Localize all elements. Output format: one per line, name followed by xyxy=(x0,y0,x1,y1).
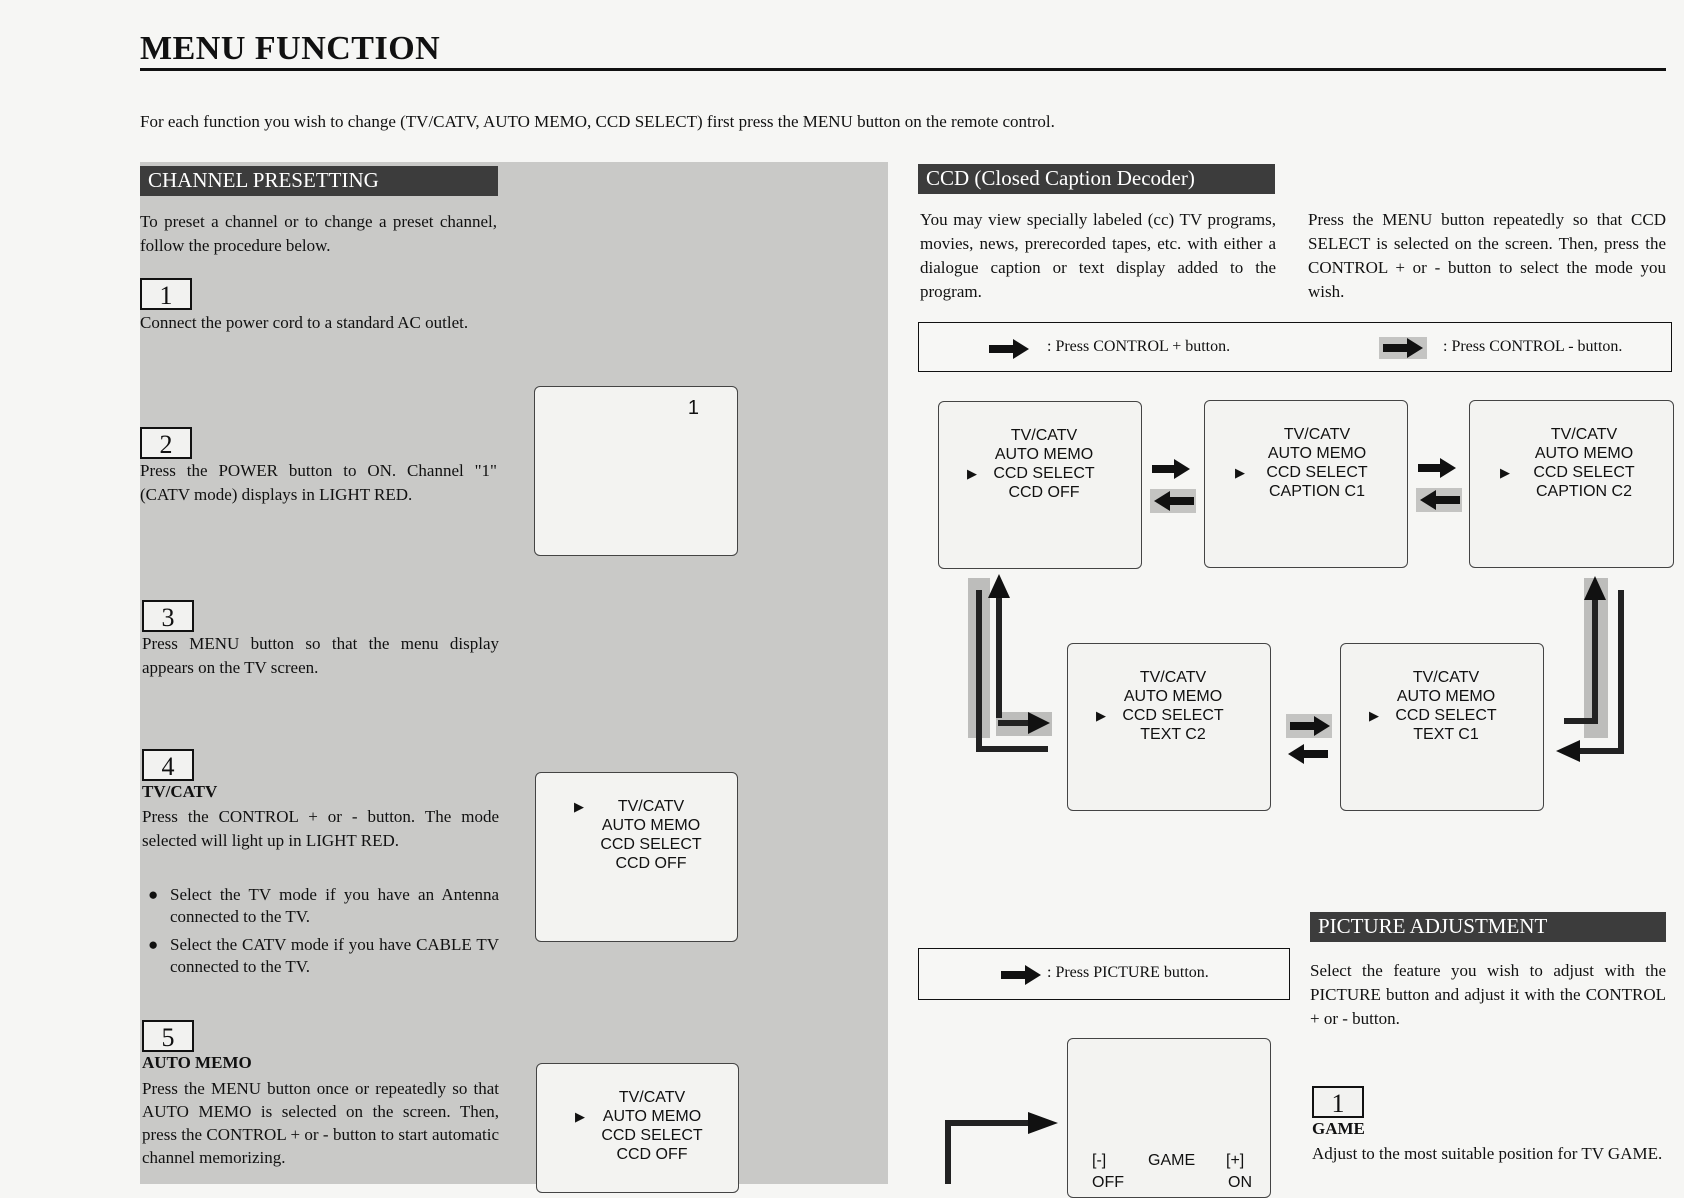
right-pointer-icon: ▶ xyxy=(574,799,584,814)
flow-line xyxy=(1592,598,1598,724)
menu-list xyxy=(967,426,1099,502)
step-2-text: Press the POWER button to ON. Channel "1" (CATV mode) displays in LIGHT RED. xyxy=(140,461,497,504)
step-5-name: AUTO MEMO xyxy=(142,1053,252,1072)
game-on-label: ON xyxy=(1228,1174,1252,1191)
plus-arrow-icon xyxy=(1414,452,1464,512)
plus-arrow-icon xyxy=(1028,1112,1058,1134)
flow-line xyxy=(1564,718,1598,724)
menu-item: CAPTION C2 xyxy=(1535,483,1632,500)
right-pointer-icon: ▶ xyxy=(1500,465,1510,480)
plus-arrow-icon xyxy=(1148,455,1198,515)
ccd-screen-text-c1 xyxy=(1340,643,1544,811)
right-pointer-icon: ▶ xyxy=(1369,708,1379,723)
step-4-text: Press the CONTROL + or - button. The mode selected will light up in LIGHT RED. xyxy=(142,807,499,850)
picture-step-1-text: Adjust to the most suitable position for TV GAME. xyxy=(1312,1144,1663,1163)
flow-line xyxy=(976,746,1048,752)
flow-line xyxy=(945,1120,1031,1126)
ccd-heading: CCD (Closed Caption Decoder) xyxy=(918,164,1275,194)
intro-text: For each function you wish to change (TV/CATV, AUTO MEMO, CCD SELECT) first press the MENU button on the remote control. xyxy=(140,112,1055,131)
minus-arrow-icon xyxy=(988,574,1010,598)
menu-list xyxy=(1369,668,1501,744)
menu-list xyxy=(575,1088,707,1164)
menu-item: CAPTION C1 xyxy=(1268,483,1365,500)
step-5-text: Press the MENU button once or repeatedly so that AUTO MEMO is selected on the screen. Then, press the CONTROL + or - button to start automatic channel memorizing. xyxy=(142,1079,499,1167)
menu-item: CCD OFF xyxy=(615,855,687,872)
menu-item: ▶ CCD SELECT xyxy=(1500,464,1635,481)
menu-item: CCD OFF xyxy=(1008,484,1080,501)
menu-item: TV/CATV xyxy=(618,1089,686,1106)
step-4-name: TV/CATV xyxy=(142,782,218,801)
step-4-bullet: ● Select the TV mode if you have an Antenna connected to the TV. xyxy=(148,885,499,926)
menu-list xyxy=(574,797,706,873)
title-rule xyxy=(140,68,1666,71)
flow-line xyxy=(945,1120,951,1184)
step-1-text: Connect the power cord to a standard AC outlet. xyxy=(140,313,469,332)
step-4-bullet: ● Select the CATV mode if you have CABLE TV connected to the TV. xyxy=(148,935,499,976)
menu-item: ▶ TV/CATV xyxy=(574,798,685,815)
menu-item: ▶ AUTO MEMO xyxy=(575,1108,702,1125)
menu-item: AUTO MEMO xyxy=(1396,688,1496,705)
ccd-text-left: You may view specially labeled (cc) TV programs, movies, news, prerecorded tapes, etc. with either a dialogue caption or text display added to the program. xyxy=(920,210,1276,301)
flow-line xyxy=(998,720,1030,726)
flow-line xyxy=(976,590,982,752)
tv-screen-game xyxy=(1067,1038,1271,1198)
game-minus-label: [-] xyxy=(1092,1152,1107,1169)
picture-adjustment-heading: PICTURE ADJUSTMENT xyxy=(1310,912,1666,942)
step-4-box: 4 xyxy=(142,749,194,781)
ccd-screen-caption-c2 xyxy=(1469,400,1674,568)
game-off-label: OFF xyxy=(1092,1174,1124,1191)
menu-item: ▶ CCD SELECT xyxy=(1235,464,1368,481)
plus-arrow-icon xyxy=(1584,576,1606,600)
menu-item: TV/CATV xyxy=(1550,426,1618,443)
minus-arrow-icon xyxy=(1284,712,1334,764)
bullet-text: Select the CATV mode if you have CABLE TV connected to the TV. xyxy=(170,935,499,976)
picture-legend xyxy=(918,948,1290,1000)
right-pointer-icon: ▶ xyxy=(967,466,977,481)
step-5-box: 5 xyxy=(142,1020,194,1052)
flow-line xyxy=(996,596,1002,718)
menu-item: CCD SELECT xyxy=(600,836,702,853)
menu-item: ▶ CCD SELECT xyxy=(967,465,1095,482)
menu-list xyxy=(1500,425,1646,501)
menu-item: CCD SELECT xyxy=(601,1127,703,1144)
picture-step-1-box: 1 xyxy=(1312,1086,1364,1118)
channel-number: 1 xyxy=(687,397,699,419)
menu-list xyxy=(1096,668,1228,744)
channel-presetting-heading: CHANNEL PRESETTING xyxy=(140,166,498,196)
step-2-box: 2 xyxy=(140,427,192,459)
menu-item: TV/CATV xyxy=(1283,426,1351,443)
ccd-screen-off xyxy=(938,401,1142,569)
picture-adjustment-text: Select the feature you wish to adjust with the PICTURE button and adjust it with the CONTROL + or - button. xyxy=(1310,961,1666,1028)
tv-screen-channel xyxy=(534,386,738,556)
tv-screen-menu-4 xyxy=(535,772,738,942)
ccd-screen-caption-c1 xyxy=(1204,400,1408,568)
ccd-screen-text-c2 xyxy=(1067,643,1271,811)
menu-item: TEXT C1 xyxy=(1413,726,1479,743)
flow-line xyxy=(1578,748,1624,754)
plus-arrow-icon xyxy=(989,339,1029,359)
menu-item: TV/CATV xyxy=(1139,669,1207,686)
right-pointer-icon: ▶ xyxy=(1096,708,1106,723)
step-1-box: 1 xyxy=(140,278,192,310)
minus-arrow-icon xyxy=(1377,335,1429,361)
flow-line xyxy=(1618,590,1624,754)
tv-screen-menu-5 xyxy=(536,1063,739,1193)
minus-arrow-icon xyxy=(1556,740,1580,762)
menu-list xyxy=(1235,425,1377,501)
menu-item: TV/CATV xyxy=(1412,669,1480,686)
menu-item: AUTO MEMO xyxy=(994,446,1094,463)
legend-minus-text: : Press CONTROL - button. xyxy=(1443,338,1623,355)
picture-step-1-name: GAME xyxy=(1312,1119,1365,1138)
menu-item: AUTO MEMO xyxy=(1267,445,1367,462)
menu-item: AUTO MEMO xyxy=(1534,445,1634,462)
right-pointer-icon: ▶ xyxy=(1235,465,1245,480)
menu-item: AUTO MEMO xyxy=(601,817,701,834)
menu-item: ▶ CCD SELECT xyxy=(1369,707,1497,724)
game-plus-label: [+] xyxy=(1226,1152,1245,1169)
menu-item: TV/CATV xyxy=(1010,427,1078,444)
ccd-text-right: Press the MENU button repeatedly so that CCD SELECT is selected on the screen. Then, press the CONTROL + or - button to select the mode you wish. xyxy=(1308,210,1666,301)
ccd-legend xyxy=(918,322,1672,372)
menu-item: AUTO MEMO xyxy=(1123,688,1223,705)
game-label: GAME xyxy=(1148,1152,1196,1169)
picture-legend-text: : Press PICTURE button. xyxy=(1047,964,1209,981)
step-3-text: Press MENU button so that the menu display appears on the TV screen. xyxy=(142,634,499,677)
menu-item: CCD OFF xyxy=(616,1146,688,1163)
menu-item: TEXT C2 xyxy=(1140,726,1206,743)
page-title: MENU FUNCTION xyxy=(140,30,441,67)
right-pointer-icon: ▶ xyxy=(575,1109,585,1124)
plus-arrow-icon xyxy=(1001,965,1041,985)
channel-presetting-intro: To preset a channel or to change a preset channel, follow the procedure below. xyxy=(140,212,497,255)
step-3-box: 3 xyxy=(142,600,194,632)
bullet-text: Select the TV mode if you have an Antenna connected to the TV. xyxy=(170,885,499,926)
plus-arrow-icon xyxy=(1028,712,1050,734)
legend-plus-text: : Press CONTROL + button. xyxy=(1047,338,1231,355)
menu-item: ▶ CCD SELECT xyxy=(1096,707,1224,724)
